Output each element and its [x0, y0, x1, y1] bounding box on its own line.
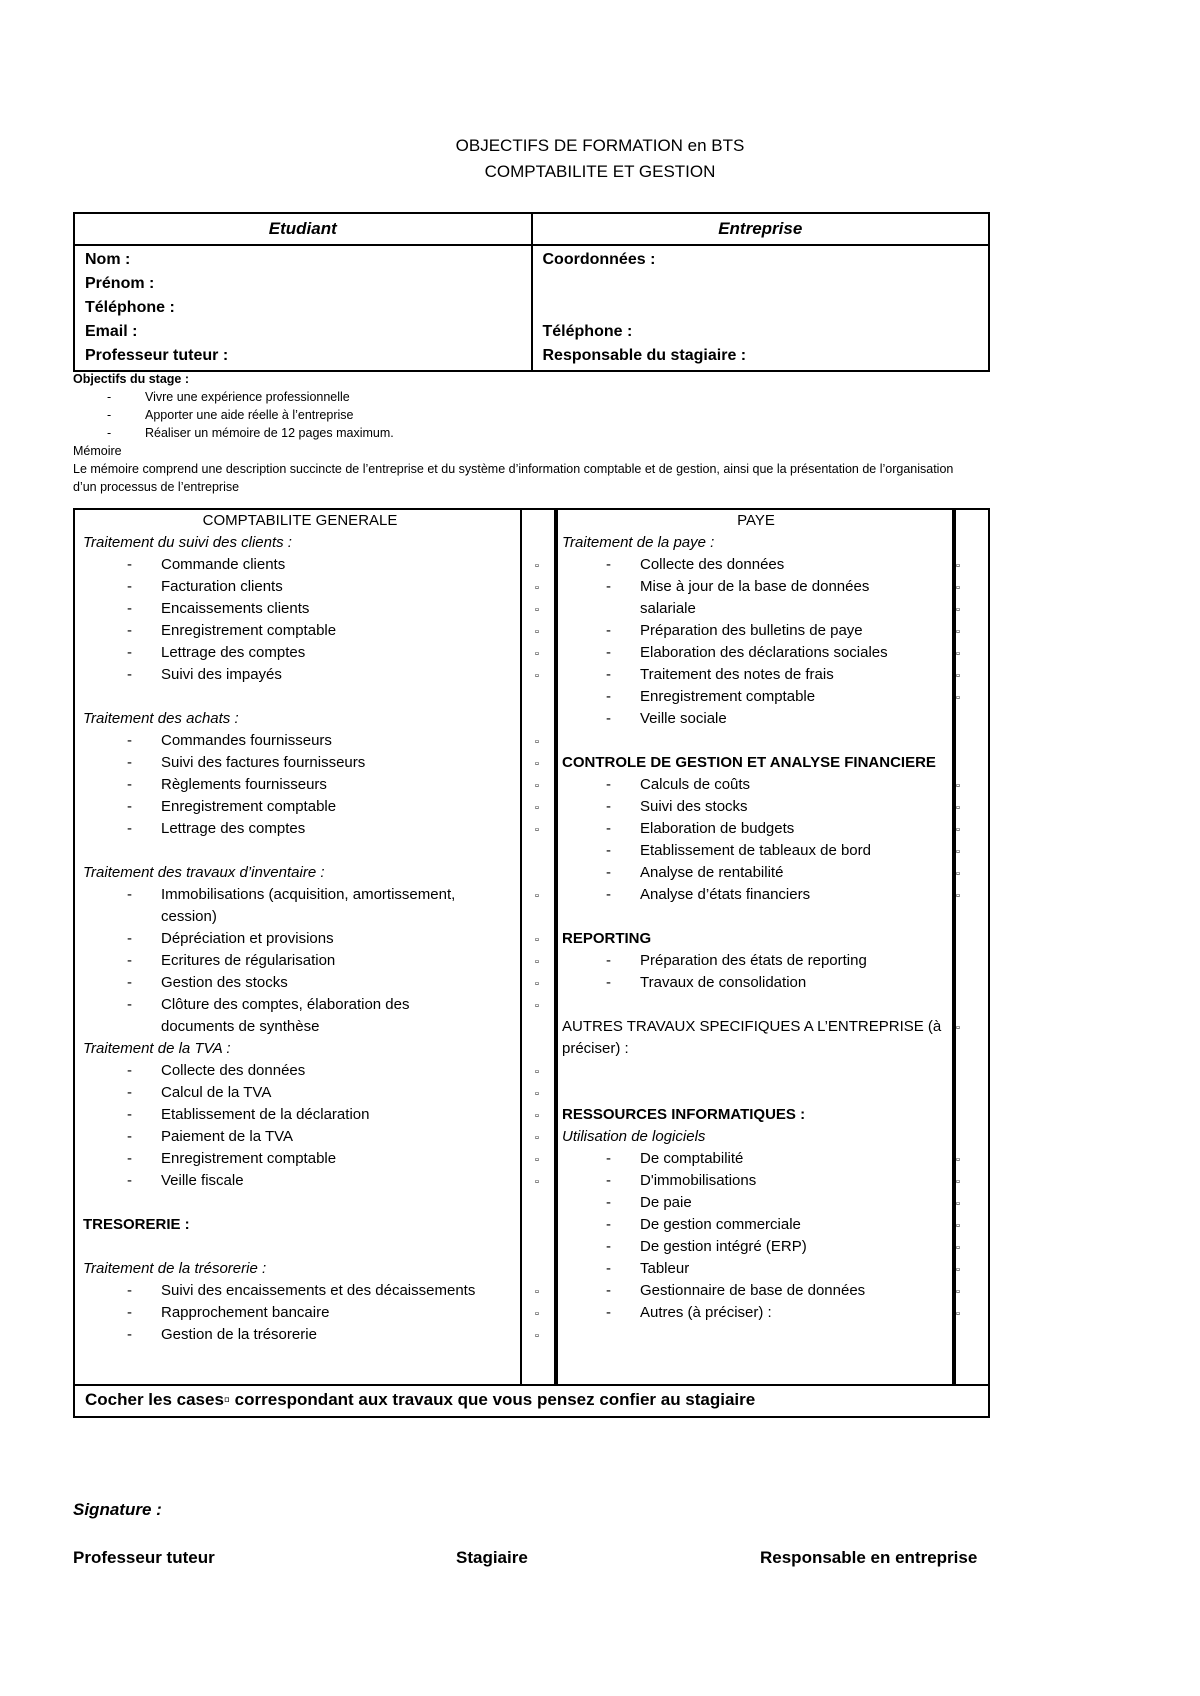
task-label: Enregistrement comptable [161, 798, 337, 815]
bullet-dash: - [606, 842, 611, 859]
task-item [562, 1192, 960, 1214]
task-checkbox[interactable]: ▫ [535, 824, 539, 836]
task-label: Suivi des factures fournisseurs [161, 754, 366, 771]
bullet-dash: - [606, 1194, 611, 1211]
task-item [562, 884, 960, 906]
task-label: Veille fiscale [161, 1172, 244, 1189]
bullet-dash: - [127, 1062, 132, 1079]
task-checkbox[interactable]: ▫ [535, 1154, 539, 1166]
task-item [83, 1170, 539, 1192]
section-label [83, 1038, 517, 1060]
task-label: Ecritures de régularisation [161, 952, 336, 969]
task-item [83, 1148, 539, 1170]
memoire-text: d’un processus de l’entreprise [73, 480, 240, 494]
task-label: Veille sociale [640, 710, 727, 727]
task-label: Gestionnaire de base de données [640, 1282, 866, 1299]
task-item [83, 928, 539, 950]
bullet-dash: - [127, 666, 132, 683]
task-label: Suivi des encaissements et des décaissements [161, 1282, 476, 1299]
task-item [83, 576, 539, 598]
task-label: De comptabilité [640, 1150, 744, 1167]
objective-item: - Apporter une aide réelle à l’entreprise [107, 408, 354, 422]
task-item [83, 1324, 539, 1346]
task-checkbox[interactable]: ▫ [535, 560, 539, 572]
signature-manager: Responsable en entreprise [760, 1548, 978, 1567]
task-label: Immobilisations (acquisition, amortissement, [161, 886, 456, 903]
task-item [562, 972, 950, 994]
bullet-dash: - [127, 600, 132, 617]
task-label: D'immobilisations [640, 1172, 757, 1189]
task-label: Traitement de la trésorerie : [83, 1260, 267, 1277]
task-checkbox[interactable]: ▫ [956, 802, 960, 814]
page-title: OBJECTIFS DE FORMATION en BTS [455, 136, 745, 155]
bullet-dash: - [127, 754, 132, 771]
task-label: Etablissement de la déclaration [161, 1106, 370, 1123]
section-label [562, 752, 950, 774]
task-label: Lettrage des comptes [161, 820, 306, 837]
task-item [562, 620, 960, 642]
task-checkbox[interactable]: ▫ [535, 1286, 539, 1298]
task-label: Commandes fournisseurs [161, 732, 332, 749]
task-checkbox[interactable]: ▫ [535, 758, 539, 770]
task-item [83, 1060, 539, 1082]
company-field-manager[interactable]: Responsable du stagiaire : [542, 347, 747, 364]
bullet-dash: - [127, 930, 132, 947]
bullet-dash: - [127, 974, 132, 991]
bullet-dash: - [127, 732, 132, 749]
task-label: Utilisation de logiciels [562, 1128, 706, 1145]
spacer [562, 994, 950, 1016]
bullet-dash: - [127, 1106, 132, 1123]
task-checkbox[interactable]: ▫ [535, 648, 539, 660]
payroll-column [562, 510, 960, 1324]
info-table [73, 212, 990, 372]
bullet-dash: - [606, 1238, 611, 1255]
task-checkbox[interactable]: ▫ [535, 1176, 539, 1188]
task-label: Traitement des travaux d’inventaire : [83, 864, 325, 881]
company-field-address[interactable]: Coordonnées : [542, 251, 656, 268]
task-label: documents de synthèse [161, 1018, 320, 1035]
task-label: Dépréciation et provisions [161, 930, 334, 947]
student-field-name[interactable]: Nom : [85, 251, 131, 268]
signature-professor: Professeur tuteur [73, 1548, 215, 1567]
bullet-dash: - [127, 1172, 132, 1189]
task-checkbox[interactable]: ▫ [956, 604, 960, 616]
column-divider [520, 510, 522, 1384]
bullet-dash: - [606, 886, 611, 903]
task-item [562, 1280, 960, 1302]
bullet-dash: - [606, 710, 611, 727]
task-label: préciser) : [562, 1040, 629, 1057]
task-label: Analyse d’états financiers [640, 886, 811, 903]
task-label: Encaissements clients [161, 600, 310, 617]
task-checkbox[interactable]: ▫ [956, 560, 960, 572]
student-field-phone[interactable]: Téléphone : [85, 299, 175, 316]
task-label: Paiement de la TVA [161, 1128, 294, 1145]
memoire-text: Le mémoire comprend une description succincte de l’entreprise et du système d’information comptable et de gestion, ainsi que la présentation de l’organisation [73, 462, 954, 476]
task-item [562, 1258, 960, 1280]
task-item [83, 664, 539, 686]
student-cell [74, 245, 532, 371]
bullet-dash: - [606, 1282, 611, 1299]
task-item [562, 708, 950, 730]
task-label: Elaboration de budgets [640, 820, 795, 837]
task-label: Enregistrement comptable [161, 622, 337, 639]
task-label: PAYE [737, 512, 775, 529]
company-header: Entreprise [532, 213, 990, 245]
bullet-dash: - [606, 666, 611, 683]
task-label: COMPTABILITE GENERALE [202, 512, 398, 529]
bullet-dash: - [127, 622, 132, 639]
bullet-dash: - [606, 974, 611, 991]
task-item [83, 774, 539, 796]
bullet-dash: - [606, 556, 611, 573]
objective-item: - Réaliser un mémoire de 12 pages maximum. [107, 426, 394, 440]
objectives-heading: Objectifs du stage : [73, 372, 189, 386]
task-item [83, 1280, 539, 1302]
task-checkbox[interactable]: ▫ [956, 1242, 960, 1254]
company-field-phone[interactable]: Téléphone : [542, 323, 633, 340]
task-item [562, 818, 960, 840]
section-label [562, 1104, 950, 1126]
task-item [562, 1236, 960, 1258]
spacer [83, 840, 517, 862]
task-label: Rapprochement bancaire [161, 1304, 330, 1321]
bullet-dash: - [606, 1304, 611, 1321]
company-cell [532, 245, 990, 371]
task-item [83, 752, 539, 774]
task-label: Collecte des données [640, 556, 785, 573]
task-item [562, 840, 960, 862]
bullet-dash: - [606, 952, 611, 969]
task-label: salariale [640, 600, 696, 617]
task-checkbox[interactable]: ▫ [535, 1132, 539, 1144]
task-checkbox[interactable]: ▫ [956, 648, 960, 660]
task-checkbox[interactable]: ▫ [956, 890, 960, 902]
task-checkbox[interactable]: ▫ [535, 1110, 539, 1122]
section-header [83, 510, 517, 532]
task-label: CONTROLE DE GESTION ET ANALYSE FINANCIERE [562, 754, 936, 771]
task-checkbox[interactable]: ▫ [956, 670, 960, 682]
bullet-dash: - [127, 1150, 132, 1167]
section-header [562, 510, 950, 532]
task-label: Tableur [640, 1260, 690, 1277]
task-item [562, 554, 960, 576]
task-label: Clôture des comptes, élaboration des [161, 996, 410, 1013]
task-item [83, 730, 539, 752]
bullet-dash: - [606, 688, 611, 705]
page-subtitle: COMPTABILITE ET GESTION [484, 162, 716, 181]
task-label: Collecte des données [161, 1062, 306, 1079]
task-item [83, 554, 539, 576]
bullet-dash: - [127, 820, 132, 837]
task-item [83, 950, 539, 972]
task-item [83, 972, 539, 994]
task-checkbox[interactable]: ▫ [535, 582, 539, 594]
task-label: Suivi des impayés [161, 666, 282, 683]
task-item [562, 774, 960, 796]
section-label [83, 1016, 517, 1038]
bullet-dash: - [606, 1150, 611, 1167]
task-checkbox[interactable]: ▫ [956, 780, 960, 792]
task-label: Préparation des états de reporting [640, 952, 867, 969]
task-checkbox[interactable]: ▫ [956, 582, 960, 594]
bullet-dash: - [127, 1282, 132, 1299]
task-label: Traitement des achats : [83, 710, 239, 727]
objectives-section [73, 370, 1133, 496]
task-label: Calculs de coûts [640, 776, 751, 793]
spacer [562, 1060, 950, 1082]
spacer [83, 686, 517, 708]
spacer [562, 730, 950, 752]
bullet-dash: - [606, 622, 611, 639]
task-item [562, 1148, 960, 1170]
task-checkbox[interactable]: ▫ [956, 824, 960, 836]
section-label [562, 598, 960, 620]
task-checkbox[interactable]: ▫ [956, 1220, 960, 1232]
task-item [83, 1126, 539, 1148]
task-checkbox[interactable]: ▫ [956, 626, 960, 638]
task-checkbox[interactable]: ▫ [535, 1308, 539, 1320]
bullet-dash: - [127, 798, 132, 815]
task-item [562, 686, 960, 708]
bullet-dash: - [127, 1128, 132, 1145]
column-divider [556, 510, 558, 1384]
task-checkbox[interactable]: ▫ [535, 736, 539, 748]
task-label: De paie [640, 1194, 692, 1211]
task-item [562, 1214, 960, 1236]
section-label [562, 1016, 960, 1038]
task-label: Commande clients [161, 556, 286, 573]
objective-item: - Vivre une expérience professionnelle [107, 390, 350, 404]
footer-instruction: Cocher les cases▫ correspondant aux travaux que vous pensez confier au stagiaire [85, 1390, 756, 1409]
task-label: Gestion des stocks [161, 974, 288, 991]
bullet-dash: - [127, 996, 132, 1013]
task-label: Traitement de la paye : [562, 534, 715, 551]
task-item [562, 576, 960, 598]
task-item [83, 642, 539, 664]
bullet-dash: - [127, 1084, 132, 1101]
task-label: TRESORERIE : [83, 1216, 190, 1233]
task-label: Enregistrement comptable [161, 1150, 337, 1167]
task-checkbox[interactable]: ▫ [956, 1264, 960, 1276]
task-label: REPORTING [562, 930, 652, 947]
task-item [562, 796, 960, 818]
task-label: cession) [161, 908, 217, 925]
task-label: Règlements fournisseurs [161, 776, 327, 793]
bullet-dash: - [127, 1304, 132, 1321]
task-item [562, 1302, 960, 1324]
task-label: RESSOURCES INFORMATIQUES : [562, 1106, 806, 1123]
task-checkbox[interactable]: ▫ [956, 1286, 960, 1298]
section-label [83, 708, 517, 730]
section-label [83, 862, 517, 884]
bullet-dash: - [606, 1216, 611, 1233]
task-label: Enregistrement comptable [640, 688, 816, 705]
section-label [562, 1038, 950, 1060]
task-label: Gestion de la trésorerie [161, 1326, 317, 1343]
bullet-dash: - [606, 798, 611, 815]
bullet-dash: - [606, 820, 611, 837]
task-checkbox[interactable]: ▫ [535, 934, 539, 946]
task-label: De gestion intégré (ERP) [640, 1238, 807, 1255]
task-label: De gestion commerciale [640, 1216, 801, 1233]
task-checkbox[interactable]: ▫ [535, 802, 539, 814]
task-label: Travaux de consolidation [640, 974, 807, 991]
task-label: AUTRES TRAVAUX SPECIFIQUES A L’ENTREPRISE (à [562, 1018, 942, 1035]
task-label: Traitement des notes de frais [640, 666, 834, 683]
spacer [83, 1236, 517, 1258]
task-item [562, 1170, 960, 1192]
bullet-dash: - [127, 644, 132, 661]
bullet-dash: - [127, 952, 132, 969]
student-field-tutor[interactable]: Professeur tuteur : [85, 347, 229, 364]
task-checkbox[interactable]: ▫ [535, 626, 539, 638]
task-label: Calcul de la TVA [161, 1084, 272, 1101]
section-label [83, 1258, 517, 1280]
section-label [562, 1126, 950, 1148]
task-item [83, 818, 539, 840]
task-label: Etablissement de tableaux de bord [640, 842, 871, 859]
spacer [562, 906, 950, 928]
task-checkbox[interactable]: ▫ [535, 978, 539, 990]
student-field-firstname[interactable]: Prénom : [85, 275, 155, 292]
spacer [83, 1192, 517, 1214]
task-item [83, 796, 539, 818]
task-item [83, 1302, 539, 1324]
task-checkbox[interactable]: ▫ [535, 780, 539, 792]
signature-heading: Signature : [73, 1500, 162, 1519]
bullet-dash: - [606, 1172, 611, 1189]
section-label [562, 928, 950, 950]
section-label [83, 532, 517, 554]
task-checkbox[interactable]: ▫ [956, 692, 960, 704]
task-checkbox[interactable]: ▫ [956, 1022, 960, 1034]
task-checkbox[interactable]: ▫ [535, 670, 539, 682]
task-item [83, 884, 539, 906]
student-field-email[interactable]: Email : [85, 323, 138, 340]
task-checkbox[interactable]: ▫ [535, 956, 539, 968]
task-item [83, 1104, 539, 1126]
task-label: Préparation des bulletins de paye [640, 622, 863, 639]
bullet-dash: - [127, 1326, 132, 1343]
task-label: Traitement de la TVA : [83, 1040, 231, 1057]
student-header: Etudiant [74, 213, 532, 245]
task-checkbox[interactable]: ▫ [535, 1088, 539, 1100]
task-label: Analyse de rentabilité [640, 864, 784, 881]
task-item [83, 598, 539, 620]
task-checkbox[interactable]: ▫ [535, 1066, 539, 1078]
bullet-dash: - [127, 776, 132, 793]
bullet-dash: - [606, 776, 611, 793]
bullet-dash: - [606, 578, 611, 595]
task-checkbox[interactable]: ▫ [535, 1330, 539, 1342]
task-checkbox[interactable]: ▫ [535, 604, 539, 616]
task-item [83, 994, 539, 1016]
task-item [562, 664, 960, 686]
company-field-blank [543, 272, 979, 296]
task-checkbox[interactable]: ▫ [535, 1000, 539, 1012]
task-checkbox[interactable]: ▫ [956, 1154, 960, 1166]
task-item [562, 862, 960, 884]
section-label [83, 1214, 517, 1236]
memoire-heading: Mémoire [73, 444, 122, 458]
bullet-dash: - [606, 1260, 611, 1277]
task-label: Facturation clients [161, 578, 283, 595]
section-label [83, 906, 517, 928]
bullet-dash: - [606, 644, 611, 661]
task-label: Suivi des stocks [640, 798, 748, 815]
task-item [83, 620, 539, 642]
section-label [562, 532, 950, 554]
task-item [562, 950, 950, 972]
bullet-dash: - [127, 578, 132, 595]
bullet-dash: - [127, 886, 132, 903]
bullet-dash: - [127, 556, 132, 573]
accounting-column [83, 510, 539, 1346]
task-label: Mise à jour de la base de données [640, 578, 870, 595]
task-checkbox[interactable]: ▫ [956, 846, 960, 858]
tasks-grid [73, 508, 990, 1418]
task-label: Elaboration des déclarations sociales [640, 644, 888, 661]
spacer [562, 1082, 950, 1104]
task-item [83, 1082, 539, 1104]
task-label: Autres (à préciser) : [640, 1304, 772, 1321]
task-label: Traitement du suivi des clients : [83, 534, 292, 551]
bullet-dash: - [606, 864, 611, 881]
task-label: Lettrage des comptes [161, 644, 306, 661]
task-checkbox[interactable]: ▫ [535, 890, 539, 902]
company-field-blank [543, 296, 979, 320]
task-checkbox[interactable]: ▫ [956, 868, 960, 880]
task-checkbox[interactable]: ▫ [956, 1198, 960, 1210]
signature-intern: Stagiaire [456, 1548, 528, 1567]
task-item [562, 642, 960, 664]
task-checkbox[interactable]: ▫ [956, 1176, 960, 1188]
task-checkbox[interactable]: ▫ [956, 1308, 960, 1320]
